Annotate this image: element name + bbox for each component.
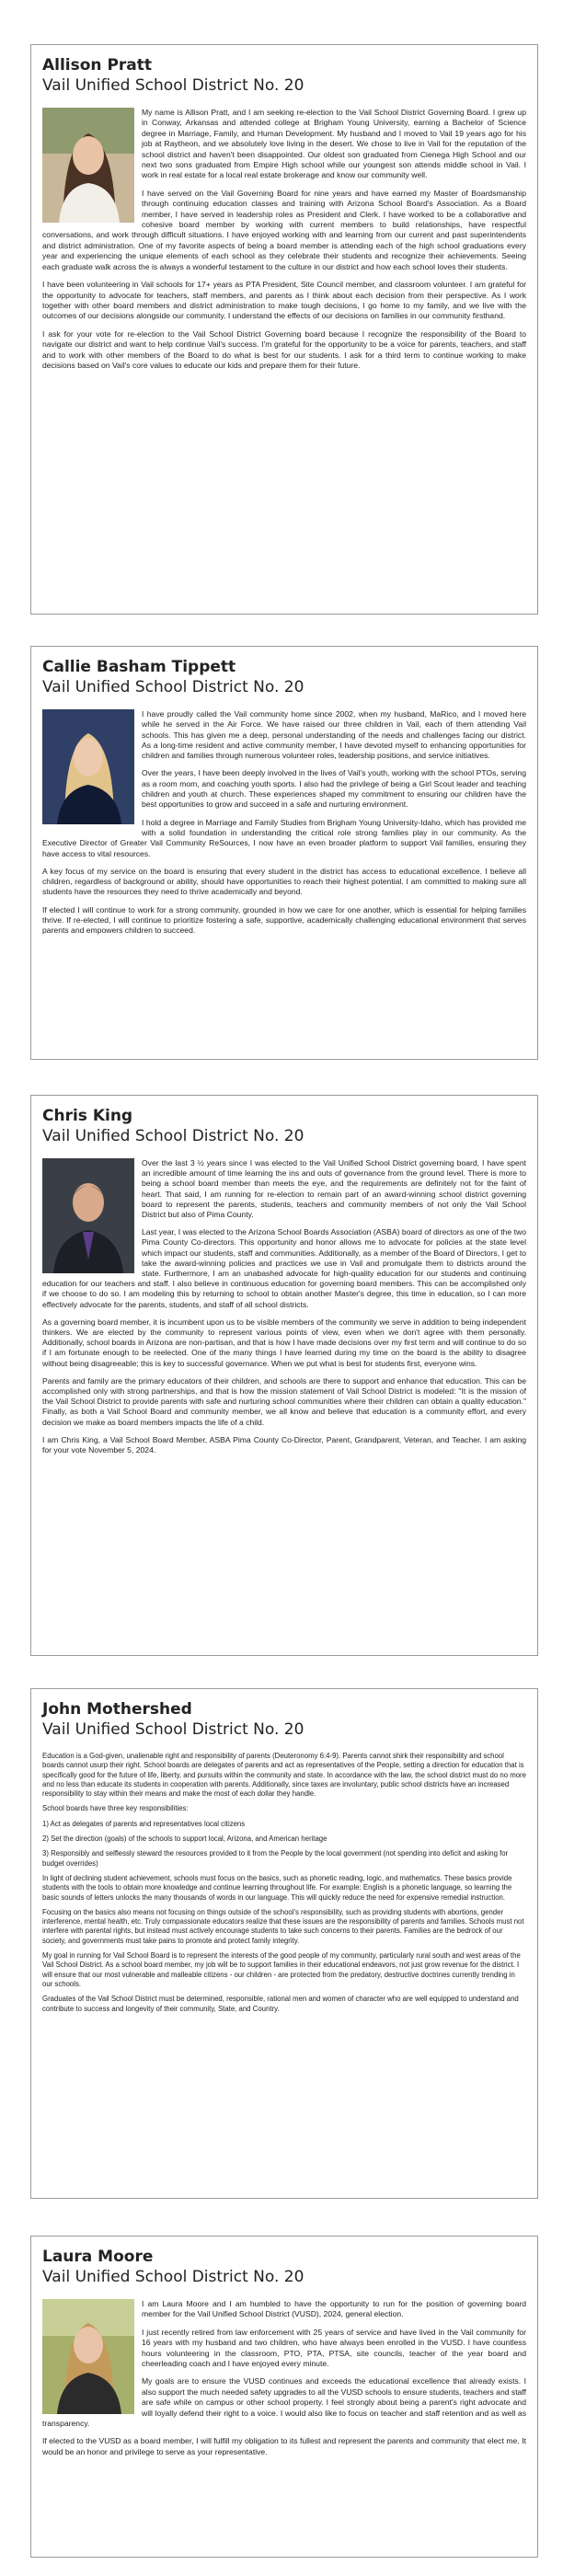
bio-paragraph: My goals are to ensure the VUSD continues and exceeds the educational excellence that already exists. I also support the much needed safety upgrades to all the VUSD schools to ensure students, teachers and staff are safe while on campus or other school property. I feel strongly about being a parent's right advocate and will loyally defend their right to a voice. I would also like to focus on teacher and staff retention and as well as transparency. [42,2376,526,2429]
candidate-name: Laura Moore [42,2248,154,2266]
bio-paragraph: Education is a God-given, unalienable right and responsibility of parents (Deuteronomy 6:4-9). Parents cannot shirk their responsibility and school boards cannot usurp their right. School boards are delegates of parents and act as representatives of the People, setting a direction for education that is specifically good for the future of life, liberty, and pursuits within the community and state. In accordance with the law, the school district must do no more and no less than educate its students in cooperation with parents. Additionally, since taxes are involuntary, public school districts have an increased responsibility to stay within their means and make the most of each dollar they handle. [42,1752,526,1799]
bio-paragraph: My name is Allison Pratt, and I am seeking re-election to the Vail School District Governing Board. I grew up in Conway, Arkansas and attended college at Brigham Young University, earning a Bachelor of Science degree in Marriage, Family, and Human Development. My husband and I moved to Vail 19 years ago for his job at Raytheon, and we absolutely love living in the desert. We chose to live in Vail for the reputation of the school district and haven't been disappointed. Our oldest son graduated from Cienega High School and our next two sons graduated from Empire High school while our youngest son attends middle school in Vail. I work in real estate for a local real estate brokerage and know our community well. [142,108,526,180]
bio-paragraph: I have been volunteering in Vail schools for 17+ years as PTA President, Site Council member, and classroom volunteer. I am grateful for the opportunity to advocate for teachers, staff members, and parents as I think about each decision from their perspective. As I work together with other board members and district administration to make tough decisions, I go home to my family, and we live with the outcomes of our decisions alongside our community. I understand the effects of our decisions on families in our community firsthand. [42,280,526,321]
bio-paragraph: I ask for your vote for re-election to the Vail School District Governing board because I recognize the responsibility of the Board to navigate our district and want to help continue Vail's success. I'm grateful for the opportunity to be a voice for parents, teachers, and staff and to work with other members of the Board to do what is best for our students. I ask for a third term to continue working to make decisions based on Vail's core values to educate our kids and prepare them for their future. [42,328,526,370]
bio-paragraph: Over the last 3 ½ years since I was elected to the Vail Unified School District governing board, I have spent an incredible amount of time learning the ins and outs of governance from the ground level. There is more to being a school board member than meets the eye, and the requirements are definitely not for the faint of heart. That said, I am running for re-election to remain part of an award-winning school district governing board to represent the parents, students, teachers and community members of not only the Vail School District but also of Pima County. [142,1158,526,1220]
bio-paragraph: I have proudly called the Vail community home since 2002, when my husband, MaRico, and I moved here while he served in the Air Force. We have raised our three children in Vail, each of them attending Vail schools. This has given me a deep, personal understanding of the needs and challenges facing our district. As a long-time resident and active community member, I have devoted myself to enhancing opportunities for children and families through numerous volunteer roles, leadership positions, and service initiatives. [142,709,526,761]
portrait-image-icon [42,709,134,824]
bio-paragraph: Parents and family are the primary educators of their children, and schools are there to support and enhance that education. This can be accomplished only with strong partnerships, and that is how the mission statement of Vail School District is modeled: "It is the mission of the Vail School District to provide parents with safe and nurturing school communities where their children can obtain a quality education." Finally, as both a Vail School Board and community member, we all know and believe that education is a community effort, and every decision we make as board members impacts the life of a child. [42,1375,526,1427]
bio-paragraph: In light of declining student achievement, schools must focus on the basics, such as phonetic reading, logic, and mathematics. These basics provide students with the tools to obtain more knowledge and continue learning throughout life. For example: English is a phonetic language, so learning the basic sounds of letters unlocks the many thousands of words in our language. This will quickly reduce the need for expensive remedial instruction. [42,1873,512,1902]
candidate-name: Callie Basham Tippett [42,658,236,676]
bio-list-item: 2) Set the direction (goals) of the schools to support local, Arizona, and American heritage [42,1834,327,1844]
candidate-name: John Mothershed [42,1700,192,1719]
candidate-district: Vail Unified School District No. 20 [42,1127,304,1145]
candidate-name: Chris King [42,1107,133,1125]
candidate-card-callie-basham-tippett [30,646,538,1060]
bio-paragraph: Graduates of the Vail School District must be determined, responsible, rational men and women of character who are well equipped to understand and contribute to success and longevity of their community, State, and Country. [42,1995,519,2013]
candidate-district: Vail Unified School District No. 20 [42,678,304,696]
candidate-card-chris-king [30,1095,538,1656]
candidate-district: Vail Unified School District No. 20 [42,1720,304,1739]
portrait-image-icon [42,108,134,223]
candidate-photo [42,709,134,824]
bio-paragraph: If elected I will continue to work for a strong community, grounded in how we care for one another, which is essential for helping families thrive. If re-elected, I will continue to prioritize fostering a safe, supportive, academically challenging educational environment that serves parents and empowers children to succeed. [42,904,526,936]
bio-paragraph: Over the years, I have been deeply involved in the lives of Vail's youth, working with the school PTOs, serving as a room mom, and coaching youth sports. I also had the privilege of being a Girl Scout leader and teaching children and youth at church. These experiences shaped my commitment to ensuring our children have the best opportunities to grow and succeed in a safe and nurturing environment. [142,768,526,810]
candidate-photo [42,108,134,223]
candidate-photo [42,1158,134,1273]
bio-paragraph: I hold a degree in Marriage and Family Studies from Brigham Young University-Idaho, which has provided me with a solid foundation in understanding the critical role strong families play in our community. As the Executive Director of Greater Vail Community ReSources, I now have an even broader platform to support Vail families, ensuring they have access to vital resources. [42,817,526,858]
bio-list-item: 1) Act as delegates of parents and representatives local citizens [42,1819,246,1828]
bio-paragraph: I am Laura Moore and I am humbled to have the opportunity to run for the position of governing board member for the Vail Unified School District (VUSD), 2024, general election. [142,2299,526,2319]
portrait-image-icon [42,1158,134,1273]
bio-list-item: 3) Responsibly and selflessly steward the resources provided to it from the People by the local government (not spending into deficit and asking for budget overrides) [42,1849,509,1868]
candidate-district: Vail Unified School District No. 20 [42,76,304,95]
bio-paragraph: School boards have three key responsibilities: [42,1804,189,1813]
bio-paragraph: I just recently retired from law enforcement with 25 years of service and have lived in the Vail community for 16 years with my husband and two children, who have always been enrolled in the VUSD. I have countless hours volunteering in the classroom, PTO, PTA, PTSA, site councils, teacher of the year board and cheerleading coach and I have enjoyed every minute. [142,2327,526,2369]
portrait-image-icon [42,2299,134,2414]
bio-paragraph: Focusing on the basics also means not focusing on things outside of the school's responsibility, such as providing students with abortions, gender interference, mental health, etc. Truly compassionate educators realize that these issues are the responsibility of parents and families. Schools must not interfere with parental rights, but instead must actively encourage students to take such concerns to their parents. Families are the bedrock of our society, and governments must take pains to promote and protect family integrity. [42,1907,524,1945]
candidate-card-allison-pratt [30,44,538,615]
candidate-district: Vail Unified School District No. 20 [42,2268,304,2286]
bio-paragraph: Last year, I was elected to the Arizona School Boards Association (ASBA) board of directors as one of the two Pima County Co-directors. This opportunity and honor allows me to advocate for policies at the state level which impact our students, staff and communities. Additionally, as a member of the Board of Directors, I get to take the award-winning policies and practices we use in Vail and promulgate them to districts around the state. Furthermore, I am an unabashed advocate for high-quality education for our students and continuing education for our teachers and staff. I also believe in continuous education for governing board members. This can be accomplished only if we choose to do so. I am modeling this by returning to school to obtain another Master's degree, this time in education, so I can more effectively advocate for the parents, students, and staff of all school districts. [42,1227,526,1309]
candidate-name: Allison Pratt [42,56,153,75]
bio-paragraph: A key focus of my service on the board is ensuring that every student in the district has access to educational excellence. I believe all children, regardless of background or ability, should have opportunities to reach their highest potential. I am committed to making sure all students have the resources they need to thrive academically and beyond. [42,866,526,897]
candidate-photo [42,2299,134,2414]
bio-paragraph: My goal in running for Vail School Board is to represent the interests of the good people of my community, particularly rural south and west areas of the Vail School District. As a school board member, my job will be to support families in their educational endeavors, not just grow revenue for the district. I will ensure that our most vulnerable and malleable citizens - our children - are protected from the predatory, destructive doctrines currently trending in our schools. [42,1951,521,1988]
bio-paragraph: As a governing board member, it is incumbent upon us to be visible members of the community we serve in addition to being independent thinkers. We are elected by the community to represent various points of view, even when we don't agree with them personally. Additionally, school boards in Arizona are non-partisan, and that is how I have made decisions over my first term and will continue to do so if I am fortunate enough to be reelected. One of the many things I have learned during my time on the board is the ability to disagree without being disagreeable; this is key to successful governance. When we put what is best for students first, everyone wins. [42,1317,526,1368]
candidate-card-john-mothershed [30,1688,538,2199]
candidate-card-laura-moore [30,2236,538,2558]
bio-paragraph: If elected to the VUSD as a board member, I will fulfill my obligation to its fullest and represent the parents and community that elect me. It would be an honor and privilege to serve as your representative. [42,2436,526,2456]
bio-paragraph: I am Chris King, a Vail School Board Member, ASBA Pima County Co-Director, Parent, Grandparent, Veteran, and Teacher. I am asking for your vote November 5, 2024. [42,1434,526,1455]
bio-paragraph: I have served on the Vail Governing Board for nine years and have earned my Master of Boardsmanship through continuing education classes and training with Arizona School Board's Association. As a Board member, I have served in leadership roles as President and Clerk. I have worked to be a collaborative and cohesive board member by working with current members to build relationships, have respectful conversations, and work through difficult situations. I have enjoyed working with and learning from our current and past superintendents and district administration. One of my favorite aspects of being a board member is attending each of the high school graduations every year and experiencing the unique elements of each school as they celebrate their students and recognize their achievements. Seeing each graduate walk across the is always a wonderful testament to the culture in our district and how each school loves their students. [42,188,526,271]
